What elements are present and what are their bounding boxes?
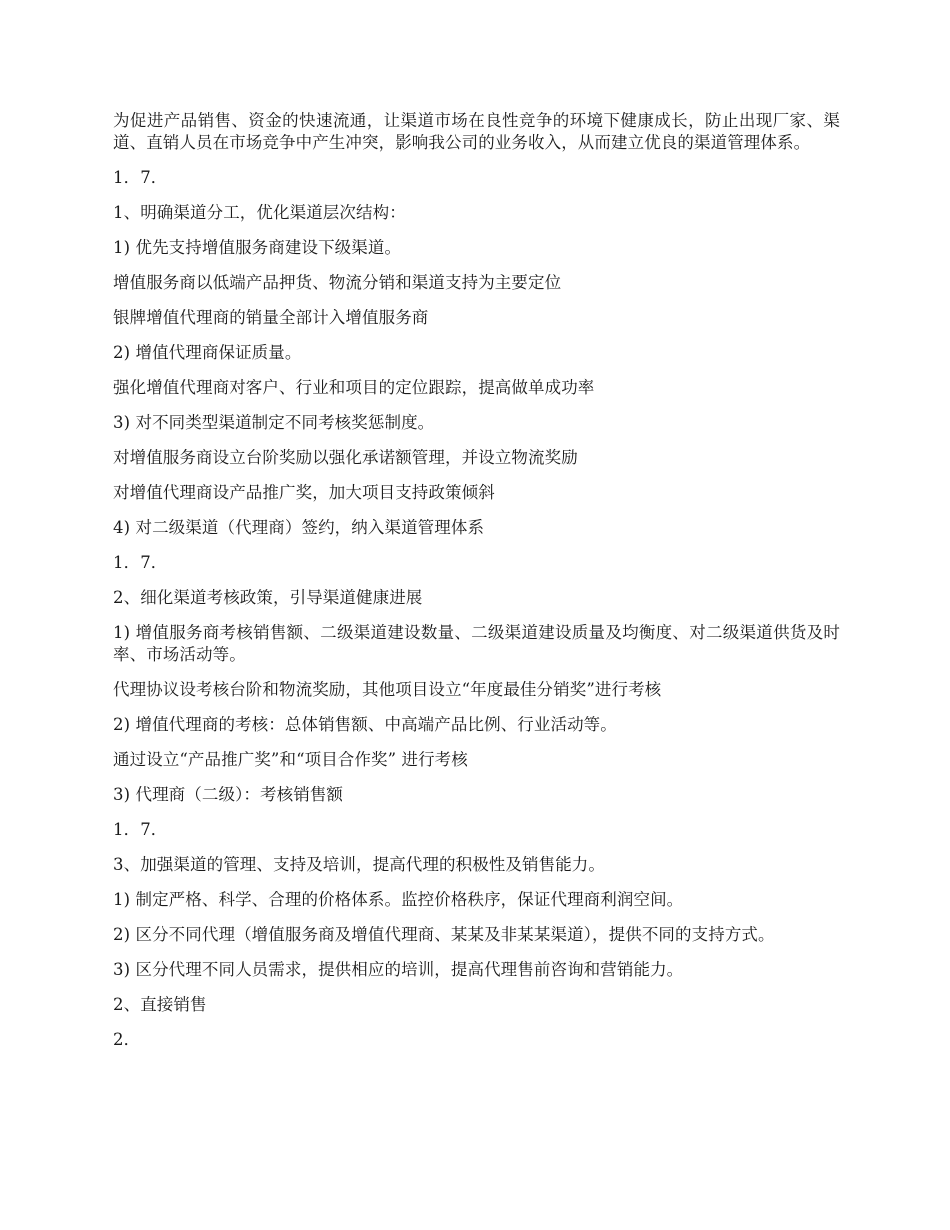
body-text: 强化增值代理商对客户、行业和项目的定位跟踪，提高做单成功率 [113,378,595,397]
body-text: 通过设立“产品推广奖”和“项目合作奖” 进行考核 [113,750,468,769]
list-item: 2) 区分不同代理（增值服务商及增值代理商、某某及非某某渠道），提供不同的支持方式。 [113,925,775,944]
body-text: 对增值服务商设立台阶奖励以强化承诺额管理，并设立物流奖励 [113,448,578,467]
list-item: 2) 增值代理商保证质量。 [113,343,302,362]
list-item: 1) 增值服务商考核销售额、二级渠道建设数量、二级渠道建设质量及均衡度、对二级渠道供货及时率、市场活动等。 [113,623,840,664]
section-number: 1．7． [113,820,168,839]
section-number: 2． [113,1030,141,1049]
body-text: 增值服务商以低端产品押货、物流分销和渠道支持为主要定位 [113,273,562,292]
list-item: 2) 增值代理商的考核：总体销售额、中高端产品比例、行业活动等。 [113,715,617,734]
section-heading: 2、细化渠道考核政策，引导渠道健康进展 [113,588,423,607]
document-body [113,110,840,1064]
section-heading: 3、加强渠道的管理、支持及培训，提高代理的积极性及销售能力。 [113,855,605,874]
section-heading: 2、直接销售 [113,995,207,1014]
body-text: 对增值代理商设产品推广奖，加大项目支持政策倾斜 [113,483,495,502]
body-text: 银牌增值代理商的销量全部计入增值服务商 [113,308,429,327]
section-number: 1．7． [113,553,168,572]
intro-paragraph: 为促进产品销售、资金的快速流通，让渠道市场在良性竞争的环境下健康成长，防止出现厂家、渠道、直销人员在市场竞争中产生冲突，影响我公司的业务收入，从而建立优良的渠道管理体系。 [113,111,840,152]
section-heading: 1、明确渠道分工，优化渠道层次结构： [113,203,406,222]
list-item: 3) 代理商（二级）：考核销售额 [113,785,344,804]
list-item: 3) 对不同类型渠道制定不同考核奖惩制度。 [113,413,435,432]
list-item: 4) 对二级渠道（代理商）签约，纳入渠道管理体系 [113,518,485,537]
list-item: 1) 优先支持增值服务商建设下级渠道。 [113,238,402,257]
body-text: 代理协议设考核台阶和物流奖励，其他项目设立“年度最佳分销奖”进行考核 [113,680,662,699]
list-item: 3) 区分代理不同人员需求，提供相应的培训，提高代理售前咨询和营销能力。 [113,960,684,979]
list-item: 1) 制定严格、科学、合理的价格体系。监控价格秩序，保证代理商利润空间。 [113,890,684,909]
section-number: 1．7． [113,168,168,187]
